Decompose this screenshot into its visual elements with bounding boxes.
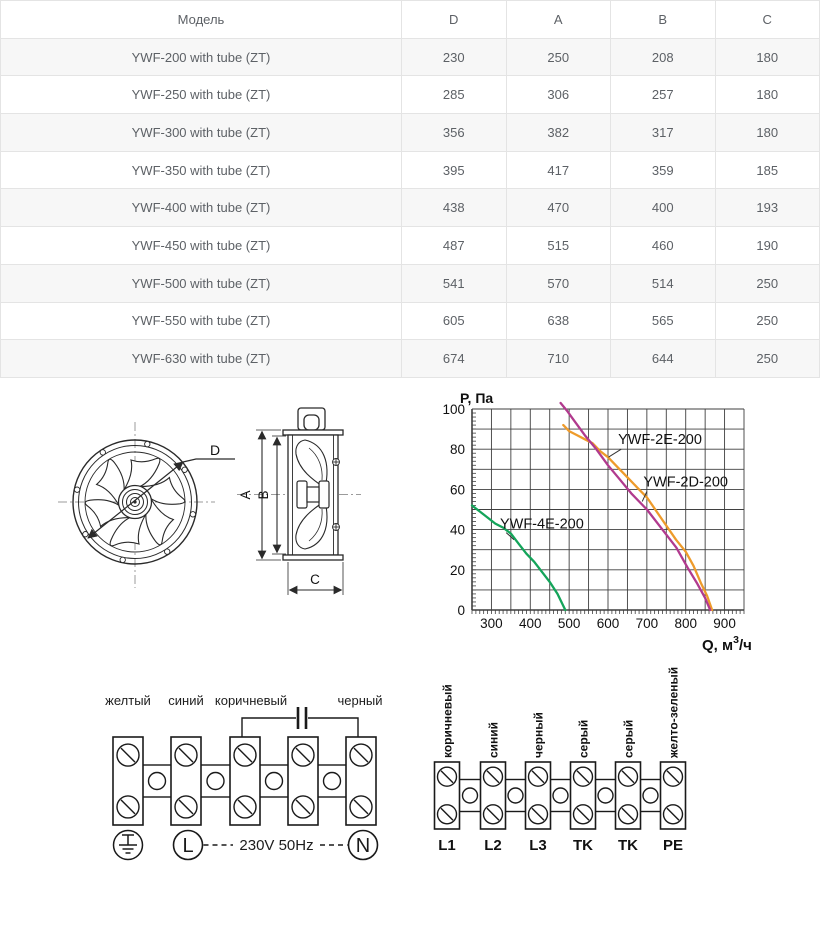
capacitor-circuit [242, 707, 358, 737]
table-row [1, 302, 820, 340]
column-header: B [611, 1, 716, 39]
dimension-cell: 185 [715, 151, 820, 189]
capacitor-wire [308, 718, 358, 737]
fan-side-view-drawing [235, 398, 365, 608]
series-label-YWF-2E-200: YWF-2E-200 [618, 432, 702, 449]
dimension-cell: 605 [402, 302, 507, 340]
wiring-diagram-single-phase [70, 688, 430, 888]
wire-label: черный [531, 712, 546, 758]
link-hole-icon [553, 788, 568, 803]
model-cell: YWF-200 with tube (ZT) [1, 38, 402, 76]
dimension-cell: 570 [506, 264, 611, 302]
terminal-strip [435, 762, 686, 829]
wire-label: коричневый [214, 693, 288, 708]
dimension-cell: 317 [611, 114, 716, 152]
series-label-YWF-4E-200: YWF-4E-200 [499, 516, 584, 533]
model-cell: YWF-500 with tube (ZT) [1, 264, 402, 302]
dimension-cell: 417 [506, 151, 611, 189]
curve-YWF-2E-200 [563, 425, 712, 610]
wire-label: серый [621, 719, 636, 758]
dimension-cell: 460 [611, 227, 716, 265]
voltage-label: 230V 50Hz [239, 837, 314, 854]
wire-label: желтый [105, 693, 151, 708]
protective-earth-icon [114, 831, 143, 860]
dimension-cell: 250 [715, 340, 820, 378]
dim-d-label: D [210, 442, 221, 458]
table-row [1, 76, 820, 114]
dimension-cell: 470 [506, 189, 611, 227]
wiring-diagram-three-phase [420, 666, 720, 882]
bolt-hole-icon [83, 532, 88, 537]
model-cell: YWF-300 with tube (ZT) [1, 114, 402, 152]
link-hole-icon [324, 773, 341, 790]
dimension-cell: 514 [611, 264, 716, 302]
dimension-cell: 180 [715, 76, 820, 114]
terminal-label: TK [618, 837, 638, 854]
link-hole-icon [207, 773, 224, 790]
terminal-label: L2 [484, 837, 502, 854]
y-tick-label: 80 [449, 442, 465, 458]
dim-b-label: B [256, 490, 271, 500]
dimension-cell: 180 [715, 38, 820, 76]
y-tick-label: 20 [449, 562, 465, 578]
dimension-cell: 180 [715, 114, 820, 152]
phase-label: L [182, 835, 194, 857]
dimension-cell: 638 [506, 302, 611, 340]
model-cell: YWF-450 with tube (ZT) [1, 227, 402, 265]
x-tick-label: 400 [519, 616, 542, 631]
link-hole-icon [643, 788, 658, 803]
link-hole-icon [463, 788, 478, 803]
bolt-hole-icon [182, 467, 187, 472]
series-label-YWF-2D-200: YWF-2D-200 [643, 474, 728, 491]
table-row [1, 264, 820, 302]
dimension-cell: 190 [715, 227, 820, 265]
link-hole-icon [598, 788, 613, 803]
dimension-cell: 674 [402, 340, 507, 378]
dimension-cell: 285 [402, 76, 507, 114]
table-row [1, 151, 820, 189]
y-tick-label: 0 [457, 603, 465, 618]
bolt-hole-icon [190, 512, 195, 517]
link-hole-icon [149, 773, 166, 790]
model-cell: YWF-550 with tube (ZT) [1, 302, 402, 340]
dimension-cell: 193 [715, 189, 820, 227]
dimension-cell: 356 [402, 114, 507, 152]
y-axis-title: P, Па [460, 390, 494, 406]
wire-label: коричневый [440, 684, 455, 758]
column-header: A [506, 1, 611, 39]
wire-label: синий [168, 693, 204, 708]
dimension-cell: 257 [611, 76, 716, 114]
dimension-cell: 710 [506, 340, 611, 378]
bolt-hole-icon [145, 441, 150, 446]
x-tick-label: 800 [674, 616, 697, 631]
bolt-hole-icon [120, 557, 125, 562]
y-tick-label: 40 [449, 522, 465, 538]
link-hole-icon [508, 788, 523, 803]
bolt-hole-icon [74, 487, 79, 492]
x-tick-label: 500 [557, 616, 581, 631]
table-header [1, 1, 820, 39]
table-row [1, 340, 820, 378]
wire-label: черный [337, 693, 383, 708]
y-tick-label: 60 [449, 482, 465, 498]
chart-grid [472, 409, 744, 610]
column-header: D [402, 1, 507, 39]
wire-label: синий [486, 721, 501, 758]
wire-label: серый [576, 719, 591, 758]
dimension-cell: 208 [611, 38, 716, 76]
dimension-cell: 541 [402, 264, 507, 302]
dimension-cell: 250 [715, 302, 820, 340]
column-header: Модель [1, 1, 402, 39]
neutral-label: N [355, 835, 371, 857]
x-tick-label: 600 [596, 616, 620, 631]
bolt-hole-icon [165, 549, 170, 554]
terminal-label: PE [662, 837, 684, 854]
dimension-cell: 438 [402, 189, 507, 227]
x-axis-title: Q, $м^3/ч$ [702, 634, 752, 654]
dimension-cell: 359 [611, 151, 716, 189]
model-cell: YWF-350 with tube (ZT) [1, 151, 402, 189]
dimension-cell: 395 [402, 151, 507, 189]
dimension-cell: 250 [506, 38, 611, 76]
dimension-cell: 565 [611, 302, 716, 340]
column-header: C [715, 1, 820, 39]
dimension-cell: 250 [715, 264, 820, 302]
link-hole-icon [266, 773, 283, 790]
terminal-strip [113, 737, 376, 825]
performance-chart [430, 390, 820, 660]
table-row [1, 38, 820, 76]
x-tick-label: 900 [713, 616, 736, 631]
dimensions-table [0, 0, 820, 378]
dimension-cell: 400 [611, 189, 716, 227]
y-tick-label: 100 [442, 402, 465, 417]
fan-front-view-drawing [50, 410, 260, 610]
dim-a-label: A [238, 490, 253, 500]
dimension-c [288, 562, 343, 595]
dimension-cell: 487 [402, 227, 507, 265]
dimension-cell: 306 [506, 76, 611, 114]
model-cell: YWF-400 with tube (ZT) [1, 189, 402, 227]
terminal-label: TK [573, 837, 593, 854]
leader-line [608, 449, 621, 457]
dimension-cell: 644 [611, 340, 716, 378]
dimension-cell: 230 [402, 38, 507, 76]
capacitor-wire [242, 718, 296, 737]
table-row [1, 189, 820, 227]
model-cell: YWF-630 with tube (ZT) [1, 340, 402, 378]
table-row [1, 227, 820, 265]
table-row [1, 114, 820, 152]
dimension-cell: 382 [506, 114, 611, 152]
terminal-label: L1 [438, 837, 456, 854]
wire-label: желто-зеленый [666, 666, 681, 758]
dim-c-label: C [310, 572, 320, 587]
dimension-cell: 515 [506, 227, 611, 265]
x-tick-label: 300 [480, 616, 503, 631]
model-cell: YWF-250 with tube (ZT) [1, 76, 402, 114]
x-tick-label: 700 [635, 616, 659, 631]
bolt-hole-icon [100, 450, 105, 455]
power-symbols [114, 831, 378, 860]
terminal-label: L3 [529, 837, 547, 854]
